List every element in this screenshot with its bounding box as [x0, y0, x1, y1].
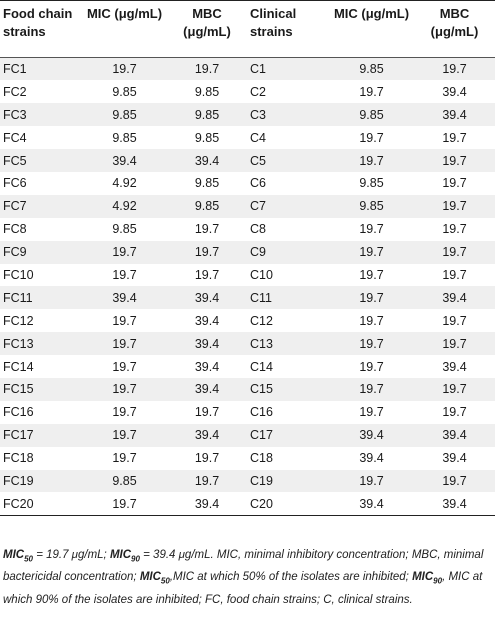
footnote-mic50-label: MIC: [3, 549, 25, 561]
clinical-strain-cell: C20: [247, 492, 329, 515]
clinical-mic-cell: 19.7: [359, 313, 384, 328]
clinical-strain-cell: C9: [250, 245, 266, 260]
fc-mic-cell: 19.7: [112, 245, 137, 260]
fc-mbc-cell: 19.7: [194, 267, 220, 282]
clinical-mic-cell: 9.85: [359, 176, 384, 191]
clinical-mbc-cell: 39.4: [442, 428, 467, 443]
footnote-mic50-value: = 19.7 μg/mL;: [33, 549, 110, 561]
clinical-mbc-cell: 19.7: [442, 267, 467, 282]
fc-mbc-cell: 9.85: [194, 130, 220, 145]
fc-mic-cell: 19.7: [112, 451, 137, 466]
clinical-mbc-cell: 19.7: [442, 62, 467, 77]
fc-mbc-cell: 9.85: [194, 199, 220, 214]
table-row: [0, 355, 495, 378]
fc-mic-cell: 4.92: [112, 199, 137, 214]
header-clinical-strains: Clinical strains: [247, 1, 329, 58]
table-row: [0, 58, 495, 81]
clinical-strain-cell: C16: [250, 405, 273, 420]
fc-mic-cell: 9.85: [112, 107, 137, 122]
fc-mic-cell: 9.85: [112, 130, 137, 145]
fc-strain-cell: FC12: [3, 313, 34, 328]
fc-mic-cell: 39.4: [112, 153, 137, 168]
clinical-mbc-cell: 19.7: [442, 473, 467, 488]
clinical-mbc-cell: 39.4: [442, 451, 467, 466]
clinical-mic-cell: 19.7: [359, 382, 384, 397]
table-row: [0, 424, 495, 447]
clinical-strain-cell: C4: [250, 130, 266, 145]
clinical-mbc-cell: 39.4: [442, 84, 467, 99]
clinical-mic-cell: 19.7: [359, 405, 384, 420]
table-row: [0, 172, 495, 195]
clinical-strain-cell: C7: [250, 199, 266, 214]
clinical-mic-cell: 19.7: [359, 290, 384, 305]
footnote-mic50-def-label: MIC: [139, 571, 161, 584]
header-mic-clinical: MIC (μg/mL): [329, 1, 414, 58]
clinical-mbc-cell: 19.7: [442, 245, 467, 260]
clinical-mbc-cell: 19.7: [442, 336, 467, 351]
footnote-mic90-value: = 39.4 μg/mL. MIC, minimal inhibitory concentration; MBC, minimal bactericidal concentration;: [3, 549, 484, 584]
footnote-mic90-def-sub: 90: [433, 576, 443, 586]
fc-mic-cell: 4.92: [112, 176, 137, 191]
fc-strain-cell: FC1: [3, 62, 27, 77]
table-row: [0, 309, 495, 332]
clinical-strain-cell: C10: [250, 267, 273, 282]
fc-mic-cell: 19.7: [112, 313, 137, 328]
table-row: [0, 401, 495, 424]
fc-mic-cell: 19.7: [112, 428, 137, 443]
table-row: [0, 126, 495, 149]
fc-strain-cell: FC7: [3, 199, 27, 214]
fc-strain-cell: FC3: [3, 107, 27, 122]
table-row: [0, 195, 495, 218]
clinical-mic-cell: 39.4: [359, 451, 384, 466]
fc-mbc-cell: 39.4: [167, 492, 247, 515]
fc-mbc-cell: 19.7: [194, 245, 220, 260]
clinical-strain-cell: C19: [250, 473, 273, 488]
table-row: [0, 80, 495, 103]
clinical-mic-cell: 9.85: [359, 62, 384, 77]
fc-mic-cell: 19.7: [82, 492, 167, 515]
footnote-mic90-sub: 90: [131, 554, 140, 564]
clinical-mic-cell: 19.7: [359, 359, 384, 374]
clinical-mbc-cell: 19.7: [442, 176, 467, 191]
fc-strain-cell: FC19: [3, 473, 34, 488]
fc-strain-cell: FC17: [3, 428, 34, 443]
fc-mic-cell: 39.4: [112, 290, 137, 305]
clinical-mic-cell: 19.7: [359, 130, 384, 145]
fc-mic-cell: 19.7: [112, 62, 137, 77]
clinical-strain-cell: C18: [250, 451, 273, 466]
table-row: [0, 241, 495, 264]
fc-strain-cell: FC16: [3, 405, 34, 420]
fc-mic-cell: 19.7: [112, 359, 137, 374]
fc-strain-cell: FC10: [3, 267, 34, 282]
table-row: [0, 286, 495, 309]
clinical-mbc-cell: 39.4: [442, 107, 467, 122]
fc-mbc-cell: 39.4: [194, 359, 220, 374]
table-row: [0, 470, 495, 493]
clinical-strain-cell: C6: [250, 176, 266, 191]
clinical-mbc-cell: 19.7: [442, 153, 467, 168]
fc-mbc-cell: 39.4: [194, 336, 220, 351]
clinical-strain-cell: C13: [250, 336, 273, 351]
fc-mbc-cell: 9.85: [194, 176, 220, 191]
table-row: [0, 149, 495, 172]
table-row: [0, 447, 495, 470]
fc-mbc-cell: 9.85: [194, 84, 220, 99]
fc-mic-cell: 9.85: [112, 84, 137, 99]
clinical-mic-cell: 9.85: [359, 199, 384, 214]
fc-strain-cell: FC14: [3, 359, 34, 374]
fc-mic-cell: 19.7: [112, 267, 137, 282]
header-food-chain-strains: Food chain strains: [0, 1, 82, 58]
clinical-mbc-cell: 39.4: [414, 492, 495, 515]
table-row: [0, 378, 495, 401]
fc-mbc-cell: 39.4: [194, 382, 220, 397]
table-row: [0, 264, 495, 287]
clinical-mic-cell: 19.7: [359, 153, 384, 168]
fc-strain-cell: FC4: [3, 130, 27, 145]
clinical-mbc-cell: 39.4: [442, 290, 467, 305]
footnote-mic90-def-text: , MIC at which 90% of the isolates are inhibited; FC, food chain strains; C, clinical strains.: [3, 571, 483, 606]
fc-mbc-cell: 19.7: [194, 222, 220, 237]
clinical-strain-cell: C11: [250, 290, 273, 305]
fc-mic-cell: 19.7: [112, 336, 137, 351]
table-row: [0, 103, 495, 126]
table-body: [0, 58, 495, 516]
table-row: [0, 218, 495, 241]
clinical-strain-cell: C1: [250, 62, 266, 77]
fc-strain-cell: FC5: [3, 153, 27, 168]
clinical-mic-cell: 19.7: [359, 84, 384, 99]
clinical-mic-cell: 39.4: [359, 428, 384, 443]
fc-mbc-cell: 19.7: [194, 473, 220, 488]
clinical-strain-cell: C17: [250, 428, 273, 443]
fc-strain-cell: FC20: [0, 492, 82, 515]
clinical-mic-cell: 19.7: [359, 245, 384, 260]
header-mbc-food-chain: MBC (μg/mL): [167, 1, 247, 58]
footnote-mic50-sub: 50: [24, 554, 33, 564]
fc-mbc-cell: 39.4: [194, 428, 220, 443]
clinical-mic-cell: 19.7: [359, 222, 384, 237]
footnote-mic50-def-text: ,MIC at which 50% of the isolates are inhibited;: [169, 571, 413, 584]
table-header: [0, 1, 495, 58]
fc-mbc-cell: 9.85: [194, 107, 220, 122]
fc-mic-cell: 19.7: [112, 405, 137, 420]
clinical-strain-cell: C15: [250, 382, 273, 397]
header-mbc-clinical: MBC (μg/mL): [414, 1, 495, 58]
clinical-mbc-cell: 39.4: [442, 359, 467, 374]
fc-mbc-cell: 19.7: [194, 451, 220, 466]
fc-strain-cell: FC8: [3, 222, 27, 237]
fc-strain-cell: FC6: [3, 176, 27, 191]
footnote-mic90-def-label: MIC: [412, 571, 434, 584]
clinical-strain-cell: C14: [250, 359, 273, 374]
clinical-mbc-cell: 19.7: [442, 199, 467, 214]
fc-mic-cell: 9.85: [112, 222, 137, 237]
clinical-strain-cell: C2: [250, 84, 266, 99]
fc-strain-cell: FC9: [3, 245, 27, 260]
clinical-strain-cell: C8: [250, 222, 266, 237]
fc-strain-cell: FC2: [3, 84, 27, 99]
fc-mbc-cell: 19.7: [194, 405, 220, 420]
clinical-strain-cell: C12: [250, 313, 273, 328]
fc-mic-cell: 9.85: [112, 473, 137, 488]
clinical-mbc-cell: 19.7: [442, 313, 467, 328]
clinical-mic-cell: 19.7: [359, 336, 384, 351]
table-row: [0, 492, 495, 515]
clinical-mic-cell: 19.7: [359, 267, 384, 282]
table-row: [0, 332, 495, 355]
fc-strain-cell: FC13: [3, 336, 34, 351]
fc-mbc-cell: 39.4: [194, 290, 220, 305]
fc-mbc-cell: 19.7: [194, 62, 220, 77]
clinical-mic-cell: 9.85: [359, 107, 384, 122]
header-mic-food-chain: MIC (μg/mL): [82, 1, 167, 58]
clinical-mbc-cell: 19.7: [442, 222, 467, 237]
fc-strain-cell: FC15: [3, 382, 34, 397]
fc-strain-cell: FC11: [3, 290, 33, 305]
clinical-strain-cell: C5: [250, 153, 266, 168]
clinical-mic-cell: 39.4: [329, 492, 414, 515]
footnote-mic50-def-sub: 50: [160, 576, 170, 586]
clinical-strain-cell: C3: [250, 107, 266, 122]
clinical-mbc-cell: 19.7: [442, 405, 467, 420]
clinical-mic-cell: 19.7: [359, 473, 384, 488]
fc-mbc-cell: 39.4: [194, 153, 220, 168]
fc-mic-cell: 19.7: [112, 382, 137, 397]
table-footnote: [3, 546, 491, 609]
clinical-mbc-cell: 19.7: [442, 382, 467, 397]
footnote-mic90-label: MIC: [109, 549, 132, 561]
clinical-mbc-cell: 19.7: [442, 130, 467, 145]
fc-strain-cell: FC18: [3, 451, 34, 466]
fc-mbc-cell: 39.4: [194, 313, 220, 328]
